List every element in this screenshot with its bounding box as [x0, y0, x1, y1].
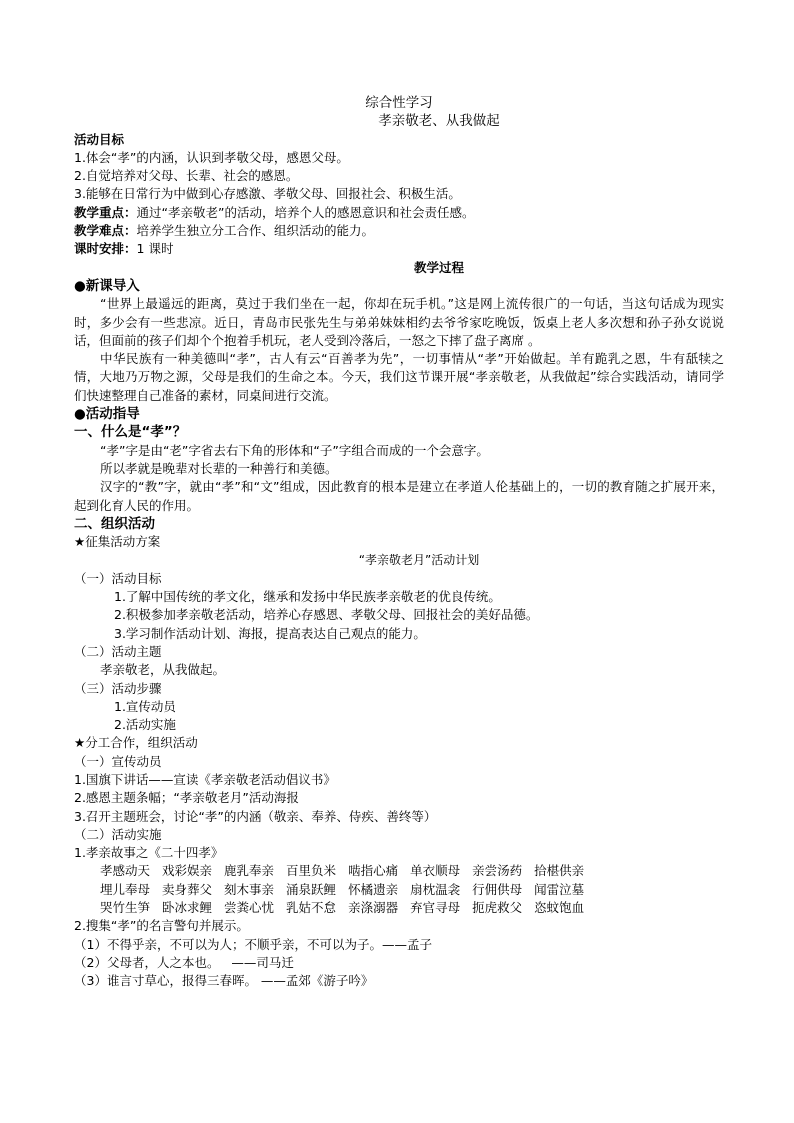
story-name: 鹿乳奉亲	[224, 863, 275, 879]
stories-row	[100, 899, 724, 917]
part1-line-1: “孝”字是由“老”字省去右下角的形体和“子”字组合而成的一个会意字。	[100, 442, 489, 458]
story-name: 埋儿奉母	[100, 881, 151, 897]
story-name: 行佣供母	[472, 881, 523, 897]
plan-theme-text: 孝亲敬老，从我做起。	[100, 662, 226, 678]
story-name: 戏彩娱亲	[162, 863, 213, 879]
process-heading: 教学过程	[413, 259, 464, 275]
story-name: 卧冰求鲤	[162, 900, 213, 916]
story-name: 怀橘遗亲	[348, 881, 399, 897]
difficulty-label: 教学难点：	[74, 223, 137, 239]
quote-3: （3）谁言寸草心，报得三春晖。 ——孟郊《游子吟》	[74, 973, 374, 989]
plan-goal-heading: （一）活动目标	[74, 570, 162, 586]
part1-paragraph: 汉字的“教”字，就由“孝”和“文”组成，因此教育的根本是建立在孝道人伦基础上的，一切的教育随之扩展开来，起到化育人民的作用。	[74, 479, 724, 513]
goal-item-1: 1.体会“孝”的内涵，认识到孝敬父母，感恩父母。	[74, 149, 349, 165]
plan-step-2: 2.活动实施	[114, 717, 176, 733]
promo-item-2: 2.感恩主题条幅；“孝亲敬老月”活动海报	[74, 790, 299, 806]
goal-item-2: 2.自觉培养对父母、长辈、社会的感恩。	[74, 168, 299, 184]
story-name: 哭竹生笋	[100, 900, 151, 916]
intro-paragraph-1: “世界上最遥远的距离，莫过于我们坐在一起，你却在玩手机。”这是网上流传很广的一句话，当这句话成为现实时，多少会有一些悲凉。近日，青岛市民张先生与弟弟妹妹相约去爷爷家吃晚饭，饭桌上老人多次想和孙子孙女说说话，但面前的孩子们却个个抱着手机玩，老人受到冷落后，一怒之下摔了盘子离席 。	[74, 296, 724, 348]
promo-item-3: 3.召开主题班会，讨论“孝”的内涵（敬亲、奉养、侍疾、善终等）	[74, 808, 437, 824]
doc-subtitle: 孝亲敬老、从我做起	[378, 113, 500, 130]
key-point	[74, 204, 724, 222]
plan-goal-item-1: 1.了解中国传统的孝文化，继承和发扬中华民族孝亲敬老的优良传统。	[114, 589, 501, 605]
part2-heading: 二、组织活动	[74, 515, 155, 532]
part1-line-2: 所以孝就是晚辈对长辈的一种善行和美德。	[100, 460, 338, 476]
quote-2: （2）父母者，人之本也。 ——司马迁	[74, 954, 294, 970]
goal-item-3: 3.能够在日常行为中做到心存感激、孝敬父母、回报社会、积极生活。	[74, 186, 461, 202]
doc-title: 综合性学习	[365, 95, 433, 111]
story-name: 拾椹供亲	[534, 863, 585, 879]
difficulty-text: 培养学生独立分工合作、组织活动的能力。	[136, 223, 375, 239]
story-name: 尝粪心忧	[224, 900, 275, 916]
story-name: 刻木事亲	[224, 881, 275, 897]
star-division: ★分工合作，组织活动	[74, 735, 198, 751]
intro-paragraph-2: 中华民族有一种美德叫“孝”，古人有云“百善孝为先”，一切事情从“孝”开始做起。羊有跪乳之恩，牛有舐犊之情，大地乃万物之源，父母是我们的生命之本。今天，我们这节课开展“孝亲敬老，从我做起”综合实践活动，请同学们快速整理自己准备的素材，同桌间进行交流。	[74, 351, 724, 403]
story-name: 百里负米	[286, 863, 337, 879]
plan-goal-item-3: 3.学习制作活动计划、海报，提高表达自己观点的能力。	[114, 625, 426, 641]
goals-heading: 活动目标	[74, 131, 125, 147]
implement-item-1: 1.孝亲故事之《二十四孝》	[74, 845, 224, 861]
story-name: 啮指心痛	[348, 863, 399, 879]
story-name: 乳姑不怠	[286, 900, 337, 916]
difficulty	[74, 222, 724, 240]
schedule-label: 课时安排：	[74, 241, 137, 257]
schedule	[74, 240, 724, 258]
story-name: 亲涤溺器	[348, 900, 399, 916]
story-name: 扇枕温衾	[410, 881, 461, 897]
promo-item-1: 1.国旗下讲话——宣读《孝亲敬老活动倡议书》	[74, 771, 336, 787]
plan-title: “孝亲敬老月”活动计划	[358, 553, 480, 568]
implement-item-2: 2.搜集“孝”的名言警句并展示。	[74, 918, 249, 934]
plan-goal-item-2: 2.积极参加孝亲敬老活动，培养心存感恩、孝敬父母、回报社会的美好品德。	[114, 607, 539, 623]
intro-heading: ●新课导入	[74, 277, 140, 294]
story-name: 单衣顺母	[410, 863, 461, 879]
implement-heading: （二）活动实施	[74, 826, 162, 842]
story-name: 闻雷泣墓	[534, 881, 585, 897]
stories-row	[100, 862, 724, 880]
story-name: 扼虎救父	[472, 900, 523, 916]
document-page	[74, 94, 724, 991]
story-name: 亲尝汤药	[472, 863, 523, 879]
key-point-label: 教学重点：	[74, 204, 137, 220]
plan-steps-heading: （三）活动步骤	[74, 680, 162, 696]
story-name: 恣蚊饱血	[534, 900, 585, 916]
star-collect-plan: ★征集活动方案	[74, 534, 161, 550]
plan-theme-heading: （二）活动主题	[74, 643, 162, 659]
story-name: 卖身葬父	[162, 881, 213, 897]
story-name: 弃官寻母	[410, 900, 461, 916]
story-name: 孝感动天	[100, 863, 151, 879]
plan-step-1: 1.宣传动员	[114, 698, 176, 714]
key-point-text: 通过“孝亲敬老”的活动，培养个人的感恩意识和社会责任感。	[136, 204, 475, 220]
stories-row	[100, 881, 724, 899]
schedule-text: 1 课时	[136, 241, 174, 257]
quote-1: （1）不得乎亲，不可以为人；不顺乎亲，不可以为子。——孟子	[74, 936, 432, 952]
part1-heading: 一、什么是“孝”？	[74, 424, 187, 441]
promo-heading: （一）宣传动员	[74, 753, 162, 769]
stories-grid	[74, 862, 724, 917]
guide-heading: ●活动指导	[74, 406, 140, 423]
story-name: 涌泉跃鲤	[286, 881, 337, 897]
